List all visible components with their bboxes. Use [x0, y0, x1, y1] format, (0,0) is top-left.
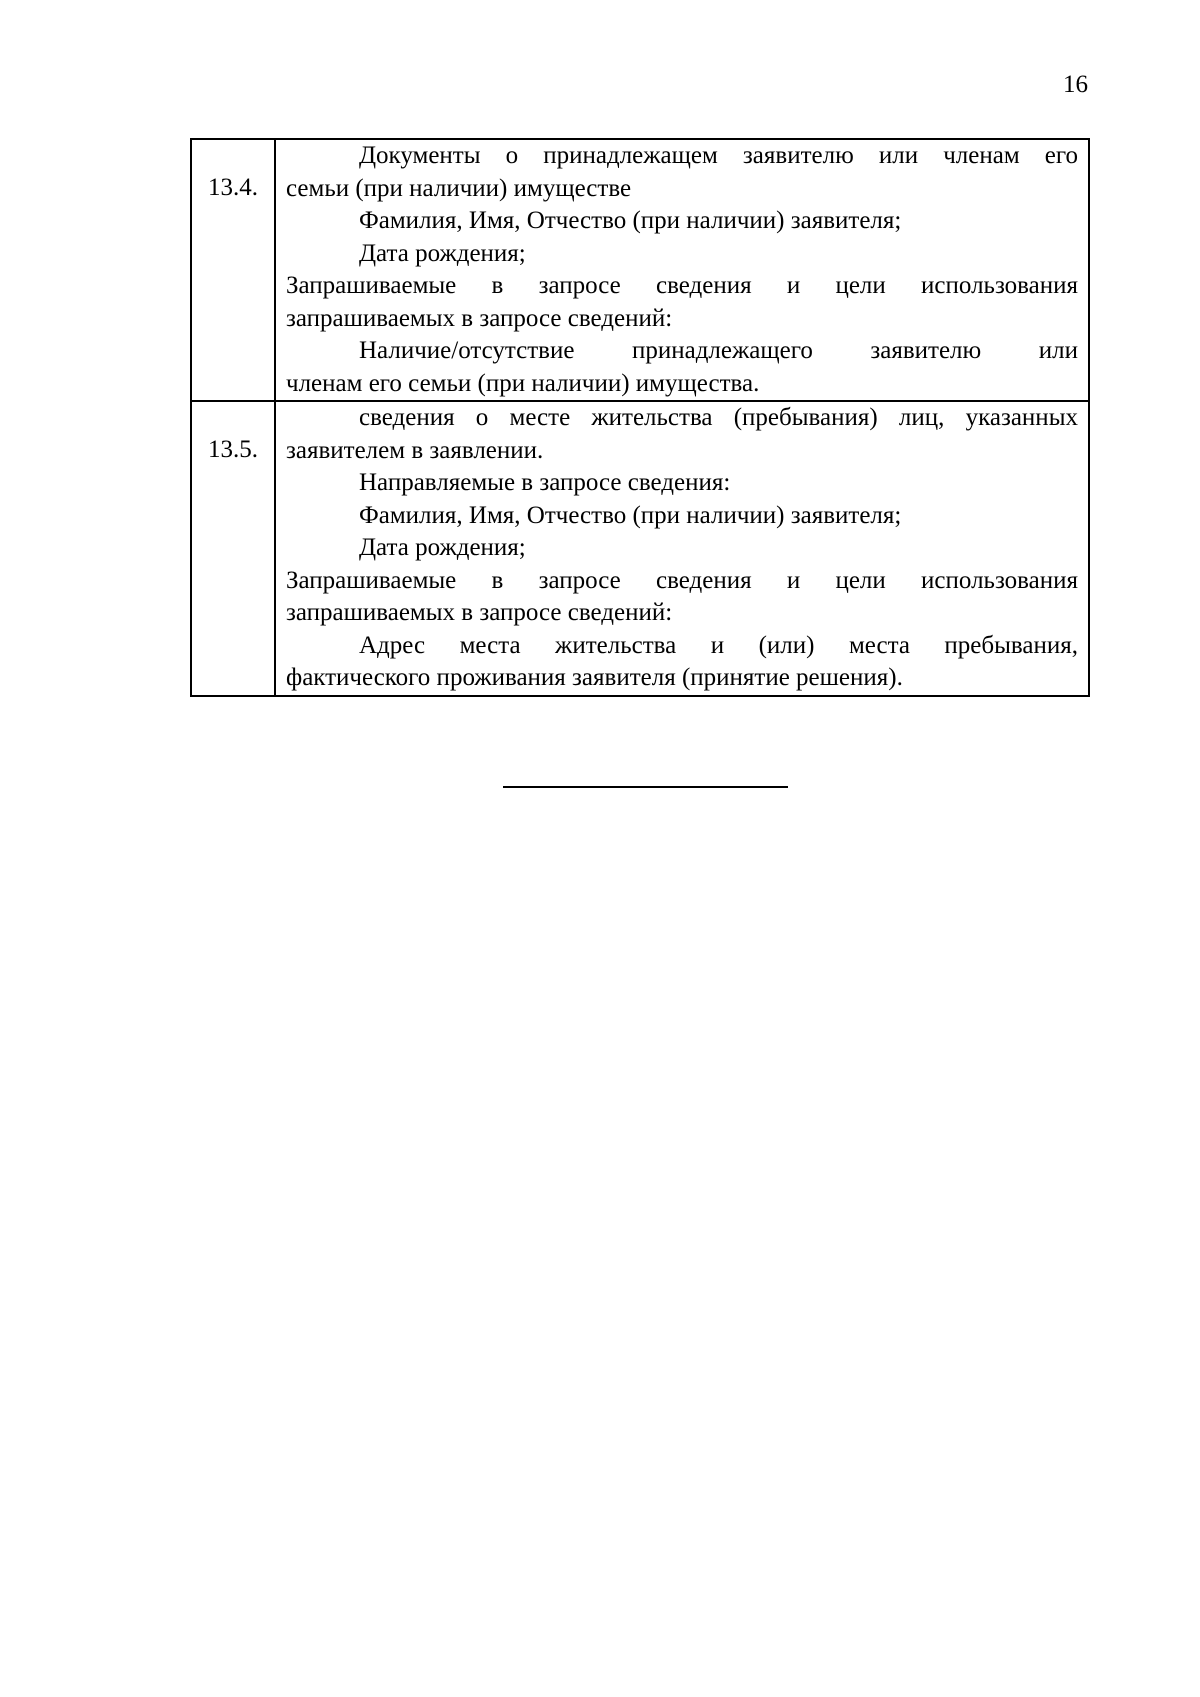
- cell-text-line: семьи (при наличии) имуществе: [286, 174, 632, 202]
- cell-text-line: членам его семьи (при наличии) имущества.: [286, 369, 760, 397]
- requests-table-body: [191, 139, 1089, 696]
- cell-text-line: Дата рождения;: [359, 239, 526, 267]
- cell-text-line: Направляемые в запросе сведения:: [359, 469, 731, 496]
- end-separator-line: [503, 786, 788, 788]
- cell-text-line: Документы о принадлежащем заявителю или членам его: [359, 142, 1078, 169]
- cell-text-line: Запрашиваемые в запросе сведения и цели использования: [286, 566, 1078, 594]
- row-number-cell: 13.4.: [191, 139, 275, 401]
- cell-text-line: Фамилия, Имя, Отчество (при наличии) заявителя;: [359, 207, 902, 234]
- cell-text-line: Наличие/отсутствие принадлежащего заявителю или: [359, 337, 1078, 364]
- cell-text-line: заявителем в заявлении.: [286, 436, 544, 464]
- row-text-cell: [275, 401, 1089, 696]
- table-row: [191, 401, 1089, 696]
- cell-text-line: фактического проживания заявителя (принятие решения).: [286, 664, 903, 691]
- cell-text-line: Запрашиваемые в запросе сведения и цели использования: [286, 272, 1078, 299]
- requests-table: [190, 138, 1090, 697]
- cell-text-line: сведения о месте жительства (пребывания) лиц, указанных: [359, 404, 1078, 431]
- cell-text-line: Фамилия, Имя, Отчество (при наличии) заявителя;: [359, 501, 902, 529]
- table-row: [191, 139, 1089, 401]
- row-text-cell: [275, 139, 1089, 401]
- row-number-cell: 13.5.: [191, 401, 275, 696]
- cell-text-line: Дата рождения;: [359, 534, 526, 561]
- cell-text-line: запрашиваемых в запросе сведений:: [286, 599, 673, 626]
- cell-text-line: Адрес места жительства и (или) места пребывания,: [359, 631, 1078, 659]
- page-number: 16: [1063, 71, 1088, 98]
- cell-text-line: запрашиваемых в запросе сведений:: [286, 304, 673, 332]
